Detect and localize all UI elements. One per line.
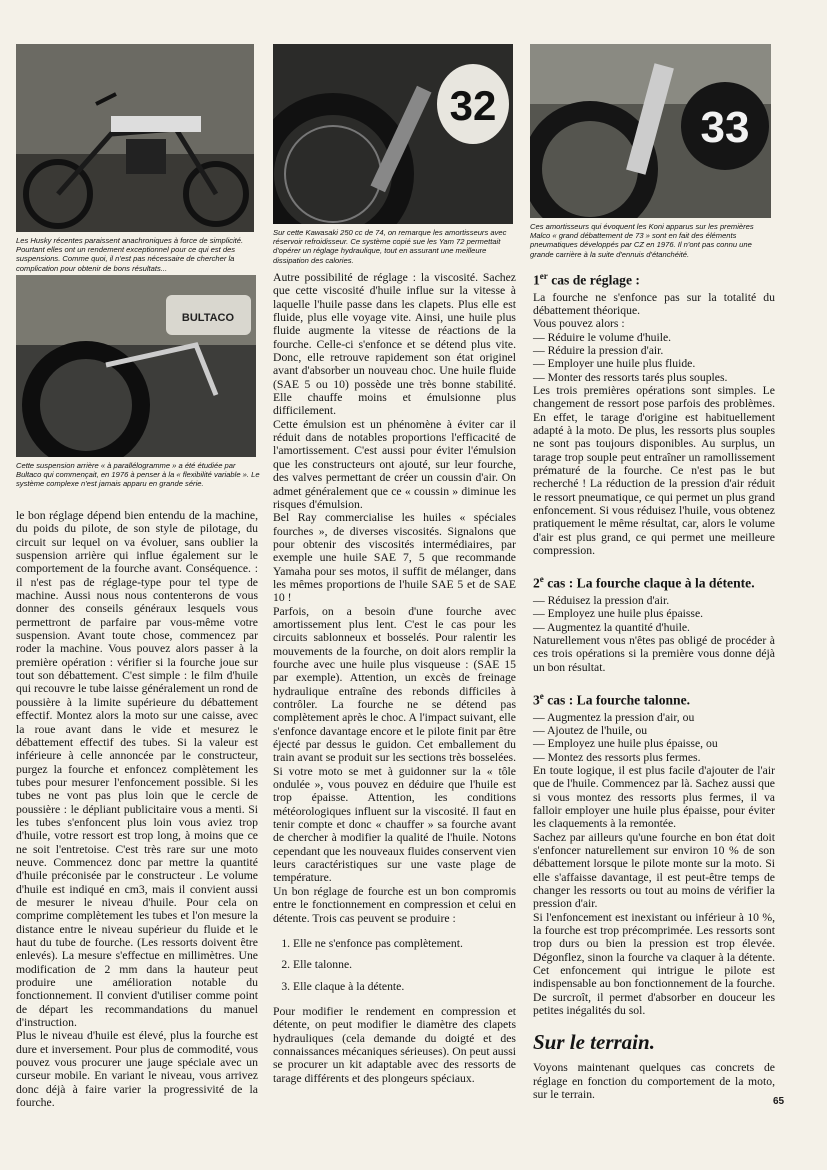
case2-item: — Augmentez la quantité d'huile.: [533, 620, 690, 634]
case1-item: — Monter des ressorts tarés plus souples.: [533, 370, 728, 384]
plate-number-33: 33: [700, 103, 750, 152]
case1-item: — Réduire la pression d'air.: [533, 343, 664, 357]
case3-item: — Augmentez la pression d'air, ou: [533, 710, 695, 724]
case3-item: — Ajoutez de l'huile, ou: [533, 723, 648, 737]
caption-bultaco: Cette suspension arrière « à parallélogramme » a été étudiée par Bultaco qui commençait, en 1976 à penser à la « flexibilité variable ». Le système complexe n'est jamais apparu en grande série.: [16, 461, 260, 489]
final-paragraph: Voyons maintenant quelques cas concrets de réglage en fonction du comportement de la moto, sur le terrain.: [533, 1061, 775, 1102]
heading-case-1: 1er cas de réglage :: [533, 271, 640, 288]
col2-paragraph-3: Bel Ray commercialise les huiles « spéciales fourches », de diverses viscosités. Signalons que pour obtenir des viscosités intermédiaires, par exemple une huile SAE 7, 5 que recommande Yamaha pour ses motos, il suffit de mélanger, dans les mêmes proportions de l'huile SAE 5 et de SAE 10 !: [273, 511, 516, 605]
case-item-1: 1. Elle ne s'enfonce pas complètement.: [293, 937, 516, 950]
case1-paragraph-2: Vous pouvez alors :: [533, 317, 625, 331]
case3-item: — Employez une huile plus épaisse, ou: [533, 737, 718, 751]
caption-koni: Ces amortisseurs qui évoquent les Koni apparus sur les premières Malco « grand débattement de 73 » sont en fait des éléments pneumatiques développés par CZ en 1976. Il n'ont pas connu une grande carrière à la suite d'ennuis d'étanchéité.: [530, 222, 754, 259]
case1-paragraph-1: La fourche ne s'enfonce pas sur la totalité du débattement théorique.: [533, 290, 775, 317]
heading-case-3: 3e cas : La fourche talonne.: [533, 691, 691, 708]
plate-number-32: 32: [449, 82, 497, 129]
case-item-3: 3. Elle claque à la détente.: [293, 980, 516, 993]
case1-item: — Réduire le volume d'huile.: [533, 330, 672, 344]
photo-kawasaki: [273, 44, 513, 224]
case2-item: — Réduisez la pression d'air.: [533, 593, 670, 607]
col2-paragraph-4: Parfois, on a besoin d'une fourche avec amortissement plus lent. C'est le cas pour les circuits sablonneux et bosselés. Pour ralentir les mouvements de la fourche, on doit alors remplir la fourche avec une huile plus visqueuse : (SAE 15 par exemple). Attention, un excès de freinage hydraulique entraîne des rebonds difficiles à contrôler. La fourche ne se détend pas complètement après le choc. A l'impact suivant, elle s'enfonce davantage encore et le pilote finit par être éjecté par dessus le guidon. Cet emballement du train avant se produit sur les sections très bosselées. Si votre moto se met à guidonner sur la « tôle ondulée », vous pouvez en déduire que l'huile est trop épaisse. Attention, les conditions météorologiques influent sur la viscosité. Il faut en tenir compte et donc « chauffer » sa fourche avant de chercher à modifier la qualité de l'huile. Notons cependant que les nouveaux fluides conservent vien leurs caractéristiques sur une vaste plage de température.: [273, 604, 516, 885]
case-item-2: 2. Elle talonne.: [293, 958, 516, 971]
case2-paragraph: Naturellement vous n'êtes pas obligé de procéder à ces trois opérations si la première vous donne déjà un bon résultat.: [533, 633, 775, 674]
page-number: 65: [773, 1096, 785, 1107]
column-3: [533, 268, 775, 1101]
heading-case-2: 2e cas : La fourche claque à la détente.: [533, 574, 755, 591]
photo-bultaco: [16, 275, 256, 457]
column-1: [16, 509, 258, 1109]
column-2: [273, 271, 516, 1085]
col2-paragraph-5: Un bon réglage de fourche est un bon compromis entre le fonctionnement en compression et celui en détente. Trois cas peuvent se produire :: [273, 884, 516, 925]
case1-paragraph-3: Les trois premières opérations sont simples. Le changement de ressort pose parfois des problèmes. En effet, le tarage d'origine est habituellement adapté à la moto. De plus, les ressorts plus souples ne sont pas toujours disponibles. Au surplus, un tarage trop souple peut entraîner un ramollissement prématuré de la fourche. Ce n'est pas le but recherché ! La réduction de la pression d'air réduit le ressort pneumatique, ce qui permet un plus grand enfoncement. Si vous réduisez l'huile, vous obtenez pratiquement le même résultat, car, alors le volume d'air est plus grand, ce qui permet une meilleure compression.: [533, 383, 775, 558]
photo-husky: [16, 44, 254, 232]
case3-item: — Montez des ressorts plus fermes.: [533, 750, 701, 764]
caption-kawasaki: Sur cette Kawasaki 250 cc de 74, on remarque les amortisseurs avec réservoir refroidisseur. Ce système copié sue les Yam 72 permettait d'opérer un réglage hydraulique, tout en assurant une meilleure dissipation des calories.: [273, 228, 507, 265]
case3-paragraph-1: En toute logique, il est plus facile d'ajouter de l'air que de l'huile. Commencez par là. Sachez aussi que si vous montez des ressorts plus fermes, il va falloir employer une huile plus épaisse, pour éviter les claquements à la remontée.: [533, 763, 775, 831]
case3-paragraph-2: Sachez par ailleurs qu'une fourche en bon état doit s'enfoncer naturellement sur environ 10 % de son débattement lorsque le pilote monte sur la moto. Si elle s'affaisse davantage, il est peut-être temps de changer les ressorts ou tout au moins de vérifier la pression d'air.: [533, 830, 775, 911]
col2-paragraph-1: Autre possibilité de réglage : la viscosité. Sachez que cette viscosité d'huile influe sur la vitesse à laquelle l'huile passe dans les clapets. Plus elle est fluide, plus elle voyage vite. Ainsi, une huile plus fluide augmente la vitesse de réactions de la fourche. Celle-ci s'enfonce et se détend plus vite. Donc, elle retrouve rapidement son état originel avant d'absorber un nouveau choc. Une huile fluide (SAE 5 ou 10) possède une très bonne stabilité. Elle chauffe moins et émulsionne plus difficilement.: [273, 271, 516, 418]
case1-item: — Employer une huile plus fluide.: [533, 357, 696, 371]
photo-cz: [530, 44, 771, 218]
bultaco-logo: BULTACO: [181, 312, 235, 324]
col2-paragraph-2: Cette émulsion est un phénomène à éviter car il réduit dans de notables proportions l'efficacité de l'amortissement. C'est aussi pour éviter l'émulsion que les constructeurs ont ajouté, sur leur fourche, des valves permettant de créer un coussin d'air. On admet généralement que ce « coussin » diminue les risques d'émulsion.: [273, 417, 516, 511]
col2-paragraph-6: Pour modifier le rendement en compression et détente, on peut modifier le diamètre des clapets hydrauliques (cela demande du doigté et des connaissances mécaniques sérieuses). On peut aussi se procurer un kit adaptable avec des ressorts de tarage différents et des plongeurs spéciaux.: [273, 1004, 516, 1085]
cases-list: [273, 937, 516, 993]
col1-paragraph-2: Plus le niveau d'huile est élevé, plus la fourche est dure et inversement. Pour plus de commodité, vous pouvez vous procurer une jauge spéciale avec un curseur mobile. En variant le niveau, vous arrivez donc déjà à faire varier la progressivité de la fourche.: [16, 1029, 258, 1110]
section-title: Sur le terrain.: [533, 1030, 655, 1055]
case2-item: — Employez une huile plus épaisse.: [533, 607, 704, 621]
case3-paragraph-3: Si l'enfoncement est inexistant ou inférieur à 10 %, la fourche est trop précomprimée. Les ressorts sont trop durs ou bien la pression est trop élevée. Dégonflez, sinon la fourche va claquer à la détente. Cet enfoncement qui intrigue le pilote est indispensable au bon fonctionnement de la fourche. De surcroît, il permet d'absorber en douceur les petites inégalités du sol.: [533, 910, 775, 1018]
col1-paragraph-1: le bon réglage dépend bien entendu de la machine, du poids du pilote, de son style de pilotage, du circuit sur lequel on va évoluer, sans oublier la suspension arrière qui influe également sur le comportement de la fourche avant. Conséquence. : il n'est pas de réglage-type pour tel type de machine. Aussi nous nous contenterons de vous donner des conseils généraux lesquels vous permettront de parfaire par vous-même votre suspension. Avant toute chose, commencez par roder la machine. Vous pouvez alors passer à la première opération : vérifier si la fourche joue sur tout son débattement. C'est simple : le film d'huile qui recouvre le tube laisse généralement un rond de poussière à la limite supérieure du débattement effectif. Montez alors la moto sur une caisse, avec la roue avant dans le vide et mesurez le débattement effectif des tubes. Si la valeur est inférieure à celle annoncée par le constructeur, purgez la fourche et enfoncez complètement les tubes pour mesurer l'enfoncement possible. Si les tubes ne vont pas plus loin que le cercle de poussière : le dépliant publicitaire vous a menti. Si les tubes s'enfoncent plus loin vous aviez trop d'huile, votre ressort est trop long, à moins que ce ne soit l'entretoise. C'est très rare sur une moto neuve. Commencez donc par mettre la quantité d'huile préconisée par le constructeur . Le volume d'huile est indiqué en cm3, mais il convient aussi de mesurer le niveau d'huile. Pour cela on comprime complètement les tubes et l'on mesure la distance entre le niveau supérieur du fluide et le haut du tube de fourche. (Les ressorts doivent être enlevés). La mesure s'effectue en millimètres. Une modification de 2 mm dans la hauteur peut produire une amélioration notable du fonctionnement. Il convient d'utiliser comme point de départ les recommandations du manuel d'instruction.: [16, 509, 258, 1030]
caption-husky: Les Husky récentes paraissent anachroniques à force de simplicité. Pourtant elles ont un rendement exceptionnel pour ce qui est des suspensions. Comme quoi, il n'est pas nécessaire de chercher la complication pour obtenir de bons résultats...: [16, 236, 244, 273]
